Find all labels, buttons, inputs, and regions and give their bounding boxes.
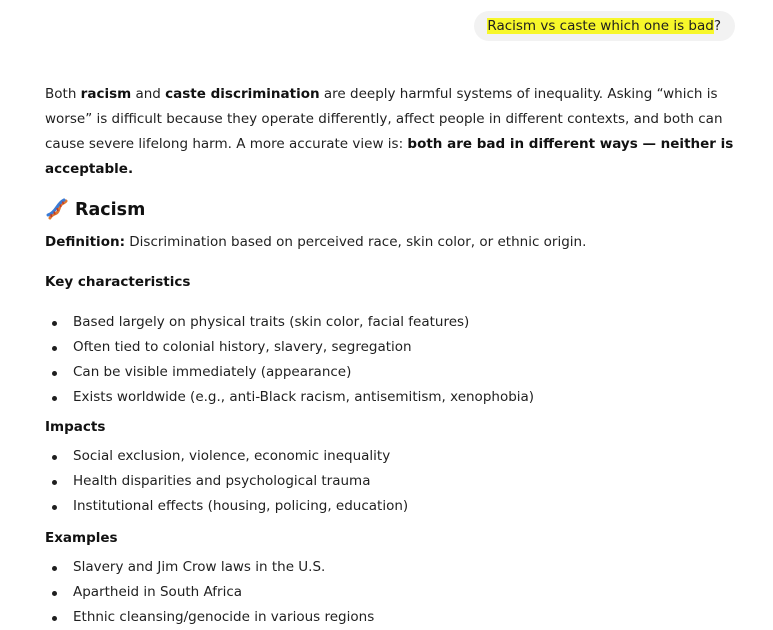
section-title-text: Racism <box>75 200 146 220</box>
list-item: Health disparities and psychological trauma <box>45 469 735 494</box>
intro-bold-caste: caste discrimination <box>165 86 320 102</box>
definition-text: Discrimination based on perceived race, skin color, or ethnic origin. <box>124 234 587 250</box>
list-item: Slavery and Jim Crow laws in the U.S. <box>45 555 735 580</box>
list-item: Can be visible immediately (appearance) <box>45 360 735 385</box>
assistant-response <box>45 82 735 630</box>
list-item: Apartheid in South Africa <box>45 580 735 605</box>
key-characteristics-list <box>45 310 735 410</box>
impacts-heading: Impacts <box>45 419 106 435</box>
intro-text: and <box>131 86 166 102</box>
question-mark: ? <box>713 18 721 34</box>
definition-label: Definition: <box>45 234 125 250</box>
highlighted-text: Racism vs caste which one is bad <box>487 18 714 34</box>
intro-paragraph <box>45 82 735 182</box>
examples-heading: Examples <box>45 530 118 546</box>
key-characteristics-heading: Key characteristics <box>45 274 191 290</box>
intro-bold-racism: racism <box>80 86 132 102</box>
list-item: Exists worldwide (e.g., anti-Black racism, antisemitism, xenophobia) <box>45 385 735 410</box>
definition <box>45 231 735 253</box>
examples-list <box>45 555 735 630</box>
intro-text: Both <box>45 86 81 102</box>
list-item: Ethnic cleansing/genocide in various regions <box>45 605 735 630</box>
section-heading-racism <box>45 196 735 224</box>
intro-bold-conclusion: both are bad in different ways — neither is acceptable. <box>45 136 734 177</box>
list-item: Based largely on physical traits (skin color, facial features) <box>45 310 735 335</box>
list-item: Institutional effects (housing, policing, education) <box>45 494 735 519</box>
impacts-list <box>45 444 735 519</box>
list-item: Social exclusion, violence, economic inequality <box>45 444 735 469</box>
list-item: Often tied to colonial history, slavery, segregation <box>45 335 735 360</box>
intro-text: are deeply harmful systems of inequality. Asking “which is worse” is difficult because they operate differently, affect people in different contexts, and both can cause severe lifelong harm. A more accurate view is: <box>45 86 723 152</box>
user-message-bubble <box>474 11 735 41</box>
dna-icon <box>45 198 69 222</box>
